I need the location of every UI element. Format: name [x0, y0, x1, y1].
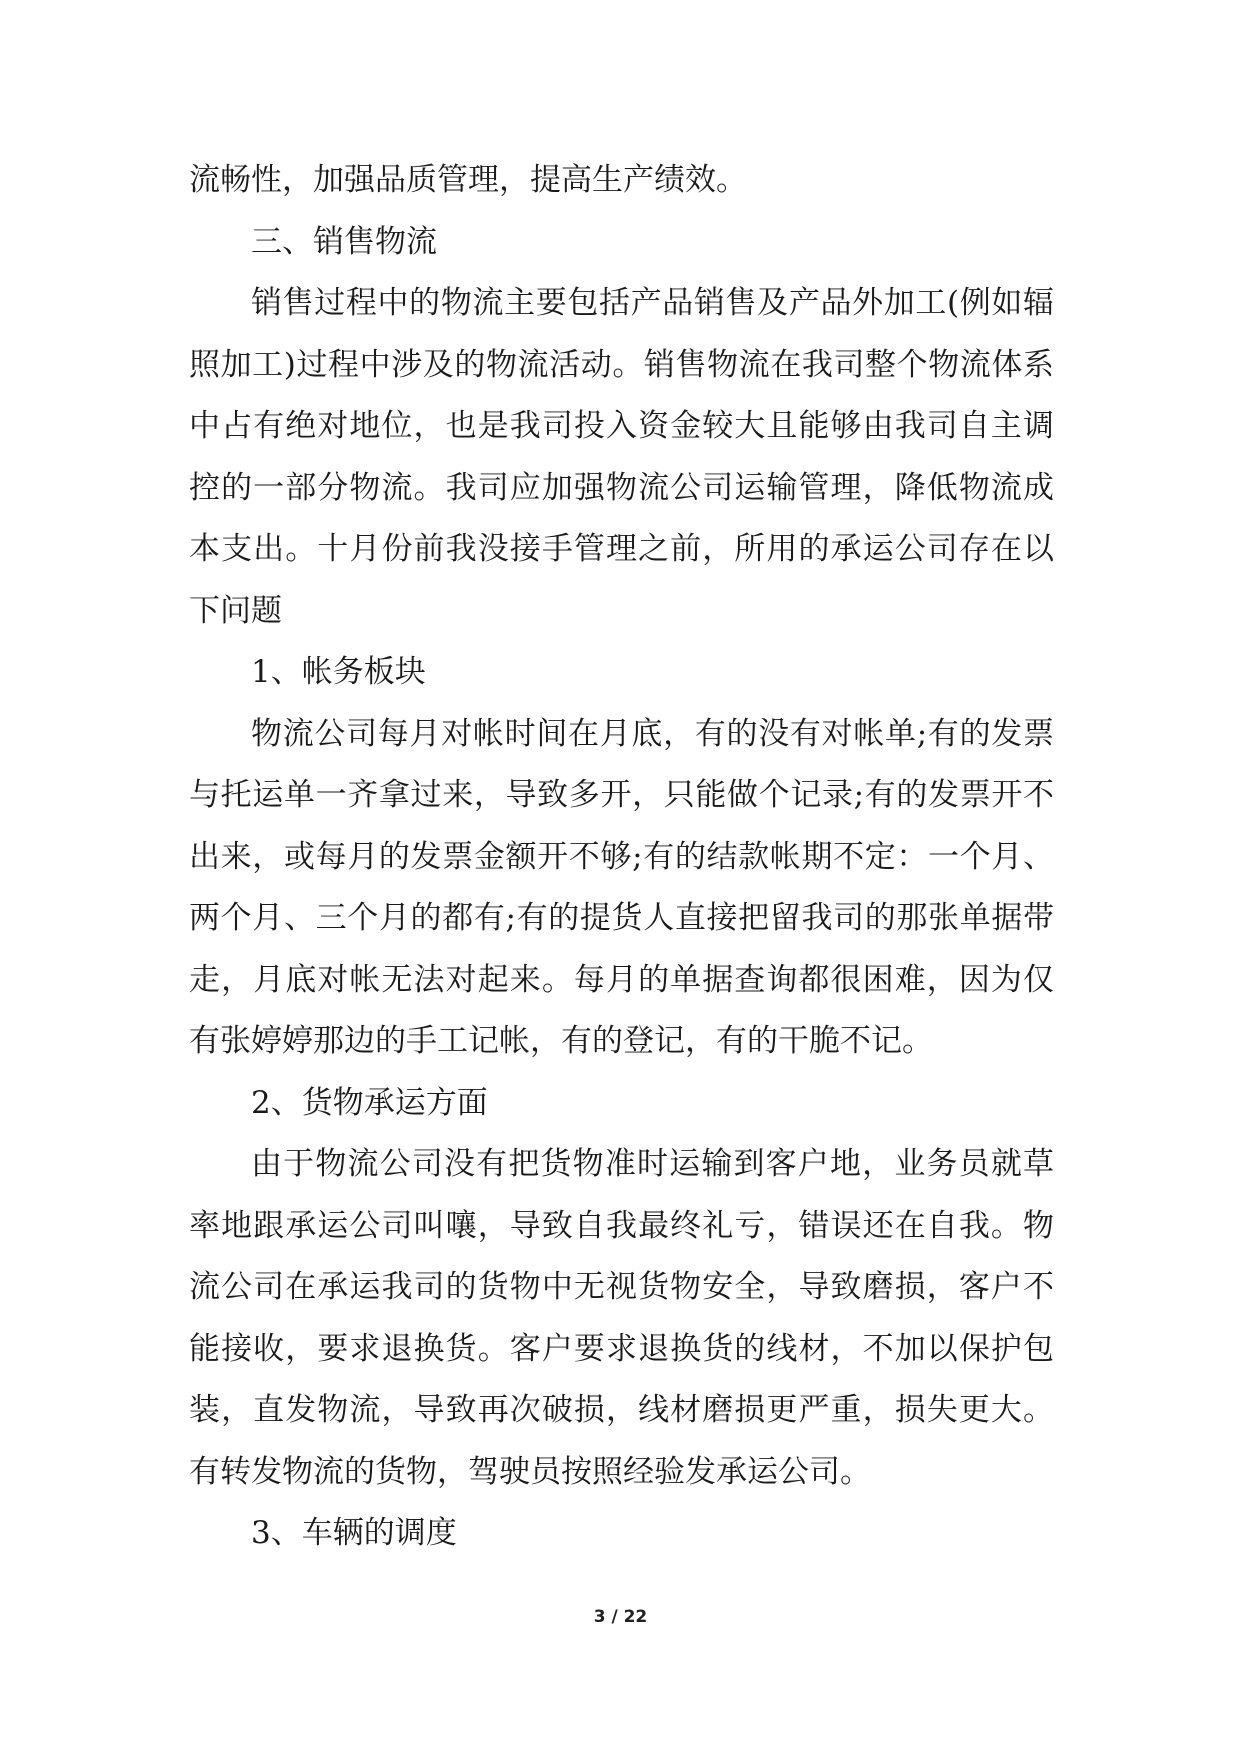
- paragraph-sales-logistics: 销售过程中的物流主要包括产品销售及产品外加工(例如辐照加工)过程中涉及的物流活动。销售物流在我司整个物流体系中占有绝对地位，也是我司投入资金较大且能够由我司自主调控的一部分物流。我司应加强物流公司运输管理，降低物流成本支出。十月份前我没接手管理之前，所用的承运公司存在以下问题: [189, 285, 1054, 629]
- paragraph-accounting: 物流公司每月对帐时间在月底，有的没有对帐单;有的发票与托运单一齐拿过来，导致多开，只能做个记录;有的发票开不出来，或每月的发票金额开不够;有的结款帐期不定：一个月、两个月、三个月的都有;有的提货人直接把留我司的那张单据带走，月底对帐无法对起来。每月的单据查询都很困难，因为仅有张婷婷那边的手工记帐，有的登记，有的干脆不记。: [189, 715, 1054, 1059]
- subheading-vehicle-dispatch: 3、车辆的调度: [251, 1515, 457, 1551]
- document-body: [189, 150, 1054, 1565]
- section-heading-sales-logistics: 三、销售物流: [251, 223, 437, 260]
- page-number: 3 / 22: [593, 1607, 648, 1627]
- subheading-cargo-transport: 2、货物承运方面: [251, 1084, 488, 1121]
- paragraph-cargo-transport: 由于物流公司没有把货物准时运输到客户地，业务员就草率地跟承运公司叫嚷，导致自我最终礼亏，错误还在自我。物流公司在承运我司的货物中无视货物安全，导致磨损，客户不能接收，要求退换货。客户要求退换货的线材，不加以保护包装，直发物流，导致再次破损，线材磨损更严重，损失更大。有转发物流的货物，驾驶员按照经验发承运公司。: [189, 1146, 1054, 1490]
- subheading-accounting: 1、帐务板块: [251, 654, 426, 690]
- paragraph-continuation: 流畅性，加强品质管理，提高生产绩效。: [189, 162, 747, 198]
